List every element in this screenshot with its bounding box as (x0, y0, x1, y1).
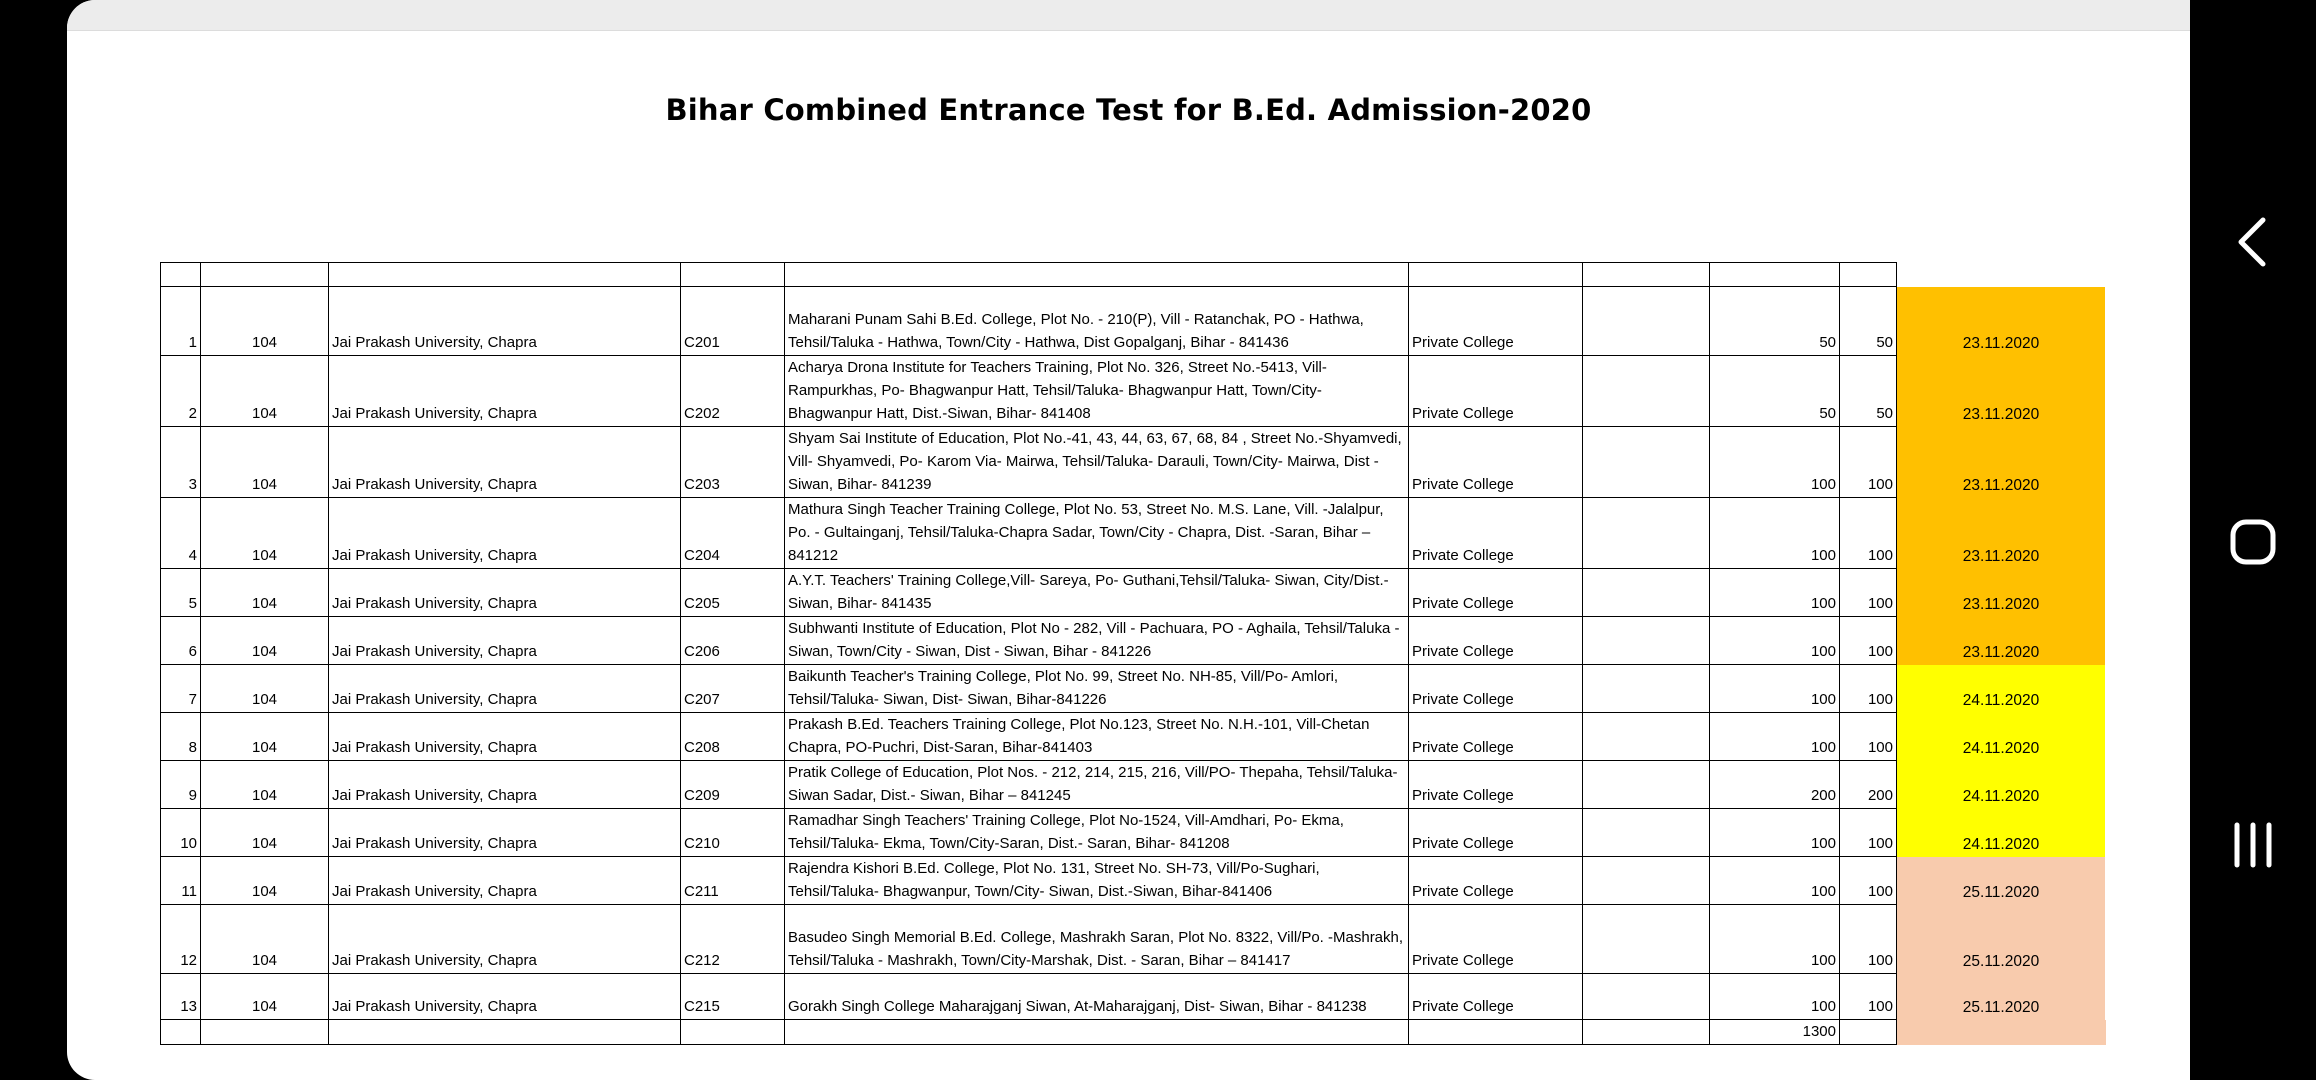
university-name-cell: Jai Prakash University, Chapra (329, 857, 681, 905)
university-name-cell: Jai Prakash University, Chapra (329, 974, 681, 1020)
university-code-cell: 104 (201, 287, 329, 356)
total-seats-cell: 1300 (1710, 1020, 1840, 1045)
seats-cell: 100 (1710, 809, 1840, 857)
document-title: Bihar Combined Entrance Test for B.Ed. Admission-2020 (665, 93, 1592, 127)
college-address-cell: Mathura Singh Teacher Training College, Plot No. 53, Street No. M.S. Lane, Vill. -Jalalpur, Po. - Gultainganj, Tehsil/Taluka-Chapra Sadar, Town/City - Chapra, Dist. -Saran, Bihar – 841212 (785, 498, 1409, 569)
college-type-cell: Private College (1409, 617, 1583, 665)
seats-cell: 100 (1710, 427, 1840, 498)
college-code-cell: C208 (681, 713, 785, 761)
college-address-cell: Pratik College of Education, Plot Nos. - 212, 214, 215, 216, Vill/PO- Thepaha, Tehsil/Taluka- Siwan Sadar, Dist.- Siwan, Bihar – 841245 (785, 761, 1409, 809)
seats-cell: 200 (1710, 761, 1840, 809)
seats-total-cell: 200 (1840, 761, 1897, 809)
serial-number-cell: 12 (161, 905, 201, 974)
empty-cell (1583, 761, 1710, 809)
total-row (161, 1020, 2106, 1045)
counselling-date-cell: 24.11.2020 (1897, 761, 2106, 809)
university-name-cell: Jai Prakash University, Chapra (329, 761, 681, 809)
college-table (160, 262, 2106, 1045)
counselling-date-cell: 23.11.2020 (1897, 498, 2106, 569)
university-code-cell: 104 (201, 617, 329, 665)
college-code-cell: C205 (681, 569, 785, 617)
college-code-cell: C212 (681, 905, 785, 974)
seats-total-cell: 100 (1840, 857, 1897, 905)
college-code-cell: C211 (681, 857, 785, 905)
university-code-cell: 104 (201, 713, 329, 761)
viewer-top-edge (67, 0, 2190, 31)
college-type-cell: Private College (1409, 498, 1583, 569)
university-name-cell: Jai Prakash University, Chapra (329, 665, 681, 713)
college-address-cell: Maharani Punam Sahi B.Ed. College, Plot No. - 210(P), Vill - Ratanchak, PO - Hathwa, Tehsil/Taluka - Hathwa, Town/City - Hathwa, Dist Gopalganj, Bihar - 841436 (785, 287, 1409, 356)
counselling-date-cell: 23.11.2020 (1897, 617, 2106, 665)
college-address-cell: Acharya Drona Institute for Teachers Training, Plot No. 326, Street No.-5413, Vill-Rampurkhas, Po- Bhagwanpur Hatt, Tehsil/Taluka- Bhagwanpur Hatt, Town/City-Bhagwanpur Hatt, Dist.-Siwan, Bihar- 841408 (785, 356, 1409, 427)
university-code-cell: 104 (201, 356, 329, 427)
empty-cell (329, 1020, 681, 1045)
college-type-cell: Private College (1409, 713, 1583, 761)
seats-cell: 50 (1710, 356, 1840, 427)
seats-cell: 100 (1710, 713, 1840, 761)
empty-cell (1583, 809, 1710, 857)
college-type-cell: Private College (1409, 569, 1583, 617)
counselling-date-cell: 23.11.2020 (1897, 427, 2106, 498)
college-type-cell: Private College (1409, 857, 1583, 905)
empty-cell (1583, 427, 1710, 498)
empty-cell (1583, 857, 1710, 905)
university-code-cell: 104 (201, 857, 329, 905)
college-address-cell: Prakash B.Ed. Teachers Training College, Plot No.123, Street No. N.H.-101, Vill-Chetan Chapra, PO-Puchri, Dist-Saran, Bihar-841403 (785, 713, 1409, 761)
empty-cell (1583, 617, 1710, 665)
college-code-cell: C201 (681, 287, 785, 356)
college-code-cell: C204 (681, 498, 785, 569)
university-code-cell: 104 (201, 761, 329, 809)
seats-total-cell: 100 (1840, 617, 1897, 665)
empty-cell (161, 1020, 201, 1045)
college-address-cell: Gorakh Singh College Maharajganj Siwan, At-Maharajganj, Dist- Siwan, Bihar - 841238 (785, 974, 1409, 1020)
serial-number-cell: 5 (161, 569, 201, 617)
seats-total-cell: 100 (1840, 713, 1897, 761)
seats-total-cell: 50 (1840, 287, 1897, 356)
empty-cell (1583, 974, 1710, 1020)
header-spacer-row (161, 263, 2106, 287)
counselling-date-cell: 25.11.2020 (1897, 974, 2106, 1020)
empty-cell (1583, 287, 1710, 356)
empty-cell (1583, 1020, 1710, 1045)
university-code-cell: 104 (201, 665, 329, 713)
recents-button[interactable] (2190, 800, 2316, 890)
university-name-cell: Jai Prakash University, Chapra (329, 713, 681, 761)
university-code-cell: 104 (201, 974, 329, 1020)
document-page (67, 0, 2190, 1080)
table-row (161, 498, 2106, 569)
table-row (161, 905, 2106, 974)
college-code-cell: C207 (681, 665, 785, 713)
serial-number-cell: 10 (161, 809, 201, 857)
home-square-icon (2223, 512, 2283, 572)
university-name-cell: Jai Prakash University, Chapra (329, 905, 681, 974)
college-address-cell: Subhwanti Institute of Education, Plot No - 282, Vill - Pachuara, PO - Aghaila, Tehsil/Taluka - Siwan, Town/City - Siwan, Dist - Siwan, Bihar - 841226 (785, 617, 1409, 665)
university-code-cell: 104 (201, 569, 329, 617)
table-row (161, 287, 2106, 356)
university-name-cell: Jai Prakash University, Chapra (329, 569, 681, 617)
college-code-cell: C206 (681, 617, 785, 665)
counselling-date-cell: 24.11.2020 (1897, 809, 2106, 857)
table-row (161, 356, 2106, 427)
empty-cell (1583, 356, 1710, 427)
seats-cell: 100 (1710, 974, 1840, 1020)
college-address-cell: Baikunth Teacher's Training College, Plot No. 99, Street No. NH-85, Vill/Po- Amlori, Tehsil/Taluka- Siwan, Dist- Siwan, Bihar-841226 (785, 665, 1409, 713)
college-address-cell: Shyam Sai Institute of Education, Plot No.-41, 43, 44, 63, 67, 68, 84 , Street No.-Shyamvedi, Vill- Shyamvedi, Po- Karom Via- Mairwa, Tehsil/Taluka- Darauli, Town/City- Mairwa, Dist - Siwan, Bihar- 841239 (785, 427, 1409, 498)
serial-number-cell: 9 (161, 761, 201, 809)
seats-cell: 100 (1710, 857, 1840, 905)
college-type-cell: Private College (1409, 427, 1583, 498)
table-row (161, 974, 2106, 1020)
seats-cell: 100 (1710, 498, 1840, 569)
seats-total-cell: 100 (1840, 809, 1897, 857)
serial-number-cell: 8 (161, 713, 201, 761)
table-row (161, 665, 2106, 713)
seats-total-cell: 50 (1840, 356, 1897, 427)
university-name-cell: Jai Prakash University, Chapra (329, 498, 681, 569)
empty-cell (201, 1020, 329, 1045)
serial-number-cell: 3 (161, 427, 201, 498)
seats-total-cell: 100 (1840, 498, 1897, 569)
college-address-cell: A.Y.T. Teachers' Training College,Vill- Sareya, Po- Guthani,Tehsil/Taluka- Siwan, City/Dist.- Siwan, Bihar- 841435 (785, 569, 1409, 617)
university-name-cell: Jai Prakash University, Chapra (329, 617, 681, 665)
university-code-cell: 104 (201, 905, 329, 974)
college-code-cell: C203 (681, 427, 785, 498)
seats-cell: 100 (1710, 665, 1840, 713)
counselling-date-cell: 25.11.2020 (1897, 905, 2106, 974)
seats-total-cell: 100 (1840, 569, 1897, 617)
seats-cell: 100 (1710, 905, 1840, 974)
seats-cell: 100 (1710, 617, 1840, 665)
college-code-cell: C215 (681, 974, 785, 1020)
empty-cell (681, 1020, 785, 1045)
serial-number-cell: 7 (161, 665, 201, 713)
counselling-date-cell: 23.11.2020 (1897, 287, 2106, 356)
empty-cell (1583, 498, 1710, 569)
back-button[interactable] (2190, 197, 2316, 287)
counselling-date-cell: 25.11.2020 (1897, 857, 2106, 905)
college-type-cell: Private College (1409, 287, 1583, 356)
empty-cell (1409, 1020, 1583, 1045)
counselling-date-cell: 24.11.2020 (1897, 713, 2106, 761)
seats-total-cell: 100 (1840, 665, 1897, 713)
university-name-cell: Jai Prakash University, Chapra (329, 356, 681, 427)
empty-cell (1583, 569, 1710, 617)
table-row (161, 761, 2106, 809)
college-type-cell: Private College (1409, 356, 1583, 427)
empty-cell (1840, 1020, 1897, 1045)
recents-bars-icon (2223, 815, 2283, 875)
serial-number-cell: 11 (161, 857, 201, 905)
college-type-cell: Private College (1409, 809, 1583, 857)
college-type-cell: Private College (1409, 974, 1583, 1020)
counselling-date-cell: 23.11.2020 (1897, 569, 2106, 617)
seats-cell: 50 (1710, 287, 1840, 356)
college-address-cell: Ramadhar Singh Teachers' Training College, Plot No-1524, Vill-Amdhari, Po- Ekma, Tehsil/Taluka- Ekma, Town/City-Saran, Dist.- Saran, Bihar- 841208 (785, 809, 1409, 857)
college-code-cell: C209 (681, 761, 785, 809)
serial-number-cell: 6 (161, 617, 201, 665)
serial-number-cell: 1 (161, 287, 201, 356)
serial-number-cell: 2 (161, 356, 201, 427)
serial-number-cell: 13 (161, 974, 201, 1020)
serial-number-cell: 4 (161, 498, 201, 569)
empty-cell (1583, 665, 1710, 713)
university-name-cell: Jai Prakash University, Chapra (329, 427, 681, 498)
college-code-cell: C202 (681, 356, 785, 427)
counselling-date-cell: 24.11.2020 (1897, 665, 2106, 713)
table-row (161, 617, 2106, 665)
college-address-cell: Rajendra Kishori B.Ed. College, Plot No. 131, Street No. SH-73, Vill/Po-Sughari, Tehsil/Taluka- Bhagwanpur, Town/City- Siwan, Dist.-Siwan, Bihar-841406 (785, 857, 1409, 905)
university-name-cell: Jai Prakash University, Chapra (329, 809, 681, 857)
date-band-end (1897, 1020, 2106, 1045)
table-row (161, 427, 2106, 498)
seats-total-cell: 100 (1840, 905, 1897, 974)
university-code-cell: 104 (201, 809, 329, 857)
empty-cell (1583, 713, 1710, 761)
table-row (161, 809, 2106, 857)
back-chevron-icon (2233, 212, 2273, 272)
counselling-date-cell: 23.11.2020 (1897, 356, 2106, 427)
university-code-cell: 104 (201, 427, 329, 498)
college-type-cell: Private College (1409, 905, 1583, 974)
seats-total-cell: 100 (1840, 974, 1897, 1020)
empty-cell (1583, 905, 1710, 974)
university-code-cell: 104 (201, 498, 329, 569)
college-address-cell: Basudeo Singh Memorial B.Ed. College, Mashrakh Saran, Plot No. 8322, Vill/Po. -Mashrakh, Tehsil/Taluka - Mashrakh, Town/City-Marshak, Dist. - Saran, Bihar – 841417 (785, 905, 1409, 974)
table-row (161, 713, 2106, 761)
home-button[interactable] (2190, 497, 2316, 587)
android-navigation-bar (2190, 0, 2316, 1080)
table-row (161, 857, 2106, 905)
seats-cell: 100 (1710, 569, 1840, 617)
college-type-cell: Private College (1409, 665, 1583, 713)
table-row (161, 569, 2106, 617)
university-name-cell: Jai Prakash University, Chapra (329, 287, 681, 356)
empty-cell (785, 1020, 1409, 1045)
college-code-cell: C210 (681, 809, 785, 857)
college-type-cell: Private College (1409, 761, 1583, 809)
seats-total-cell: 100 (1840, 427, 1897, 498)
